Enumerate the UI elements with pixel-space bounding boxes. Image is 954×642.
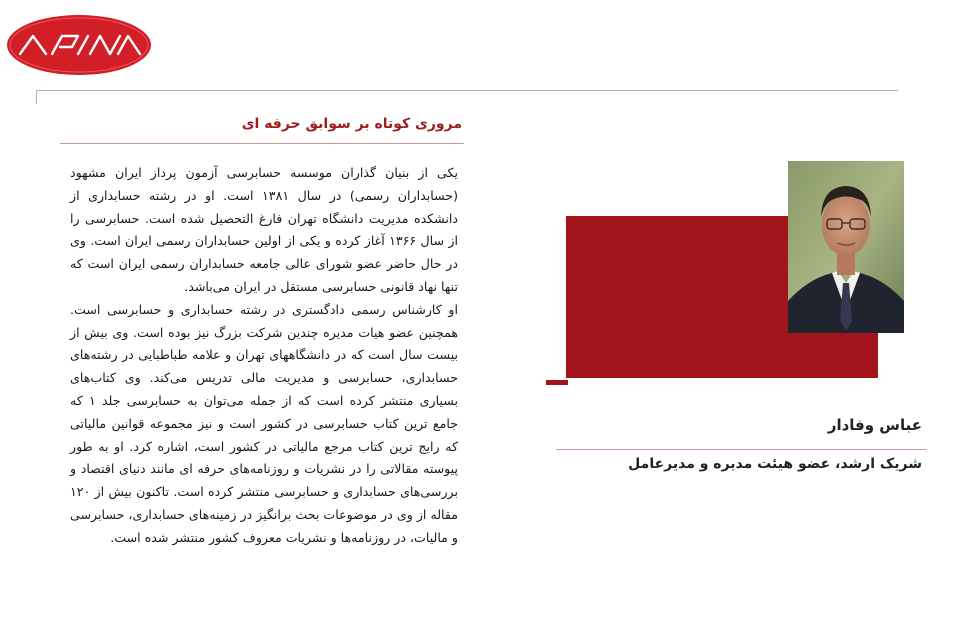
header-rule (36, 90, 898, 91)
bio-paragraph-1: یکی از بنیان گذاران موسسه حسابرسی آزمون پرداز ایران مشهود (حسابداران رسمی) در سال ۱۳۸۱ است. او در رشته حسابداری از دانشکده مدیریت دانشگاه تهران فارغ التحصیل شده است. حسابرسی را از سال ۱۳۶۶ آغاز کرده و یکی از اولین حسابداران رسمی ایران است. وی در حال حاضر عضو شورای عالی جامعه حسابداران رسمی ایران است که تنها نهاد قانونی حسابرسی مستقل در ایران می‌باشد. (70, 165, 458, 294)
biography-text (70, 162, 458, 550)
person-name: عباس وفادار (827, 416, 922, 434)
title-rule (60, 143, 464, 144)
header-rule-tick (36, 90, 37, 104)
portrait-photo (788, 161, 904, 333)
section-title: مروری کوتاه بر سوابق حرفه ای (241, 116, 462, 132)
brand-logo (6, 14, 152, 76)
name-rule (556, 449, 926, 450)
accent-bar (546, 380, 568, 385)
person-role: شریک ارشد، عضو هیئت مدیره و مدیرعامل (628, 456, 922, 472)
bio-paragraph-2: او کارشناس رسمی دادگستری در رشته حسابداری و حسابرسی است. همچنین عضو هیات مدیره چندین شرکت بزرگ نیز بوده است. وی بیش از بیست سال است که در دانشگاههای تهران و علامه طباطبایی در رشته‌های حسابداری، حسابرسی و مدیریت مالی تدریس می‌کند. وی کتاب‌های بسیاری منتشر کرده است که از جمله می‌توان به حسابرسی جلد ۱ که جامع ترین کتاب حسابرسی در کشور است و نیز مجموعه قوانین مالیاتی که رایج ترین کتاب مرجع مالیاتی در کشور است، اشاره کرد. او به طور پیوسته مقالاتی را در نشریات و روزنامه‌های حرفه ای مانند دنیای اقتصاد و بررسی‌های حسابداری و حسابرسی منتشر کرده است. تاکنون بیش از ۱۲۰ مقاله از وی در موضوعات بحث برانگیز در زمینه‌های حسابداری، حسابرسی و مالیات، در روزنامه‌ها و نشریات معروف کشور منتشر شده است. (70, 301, 458, 545)
